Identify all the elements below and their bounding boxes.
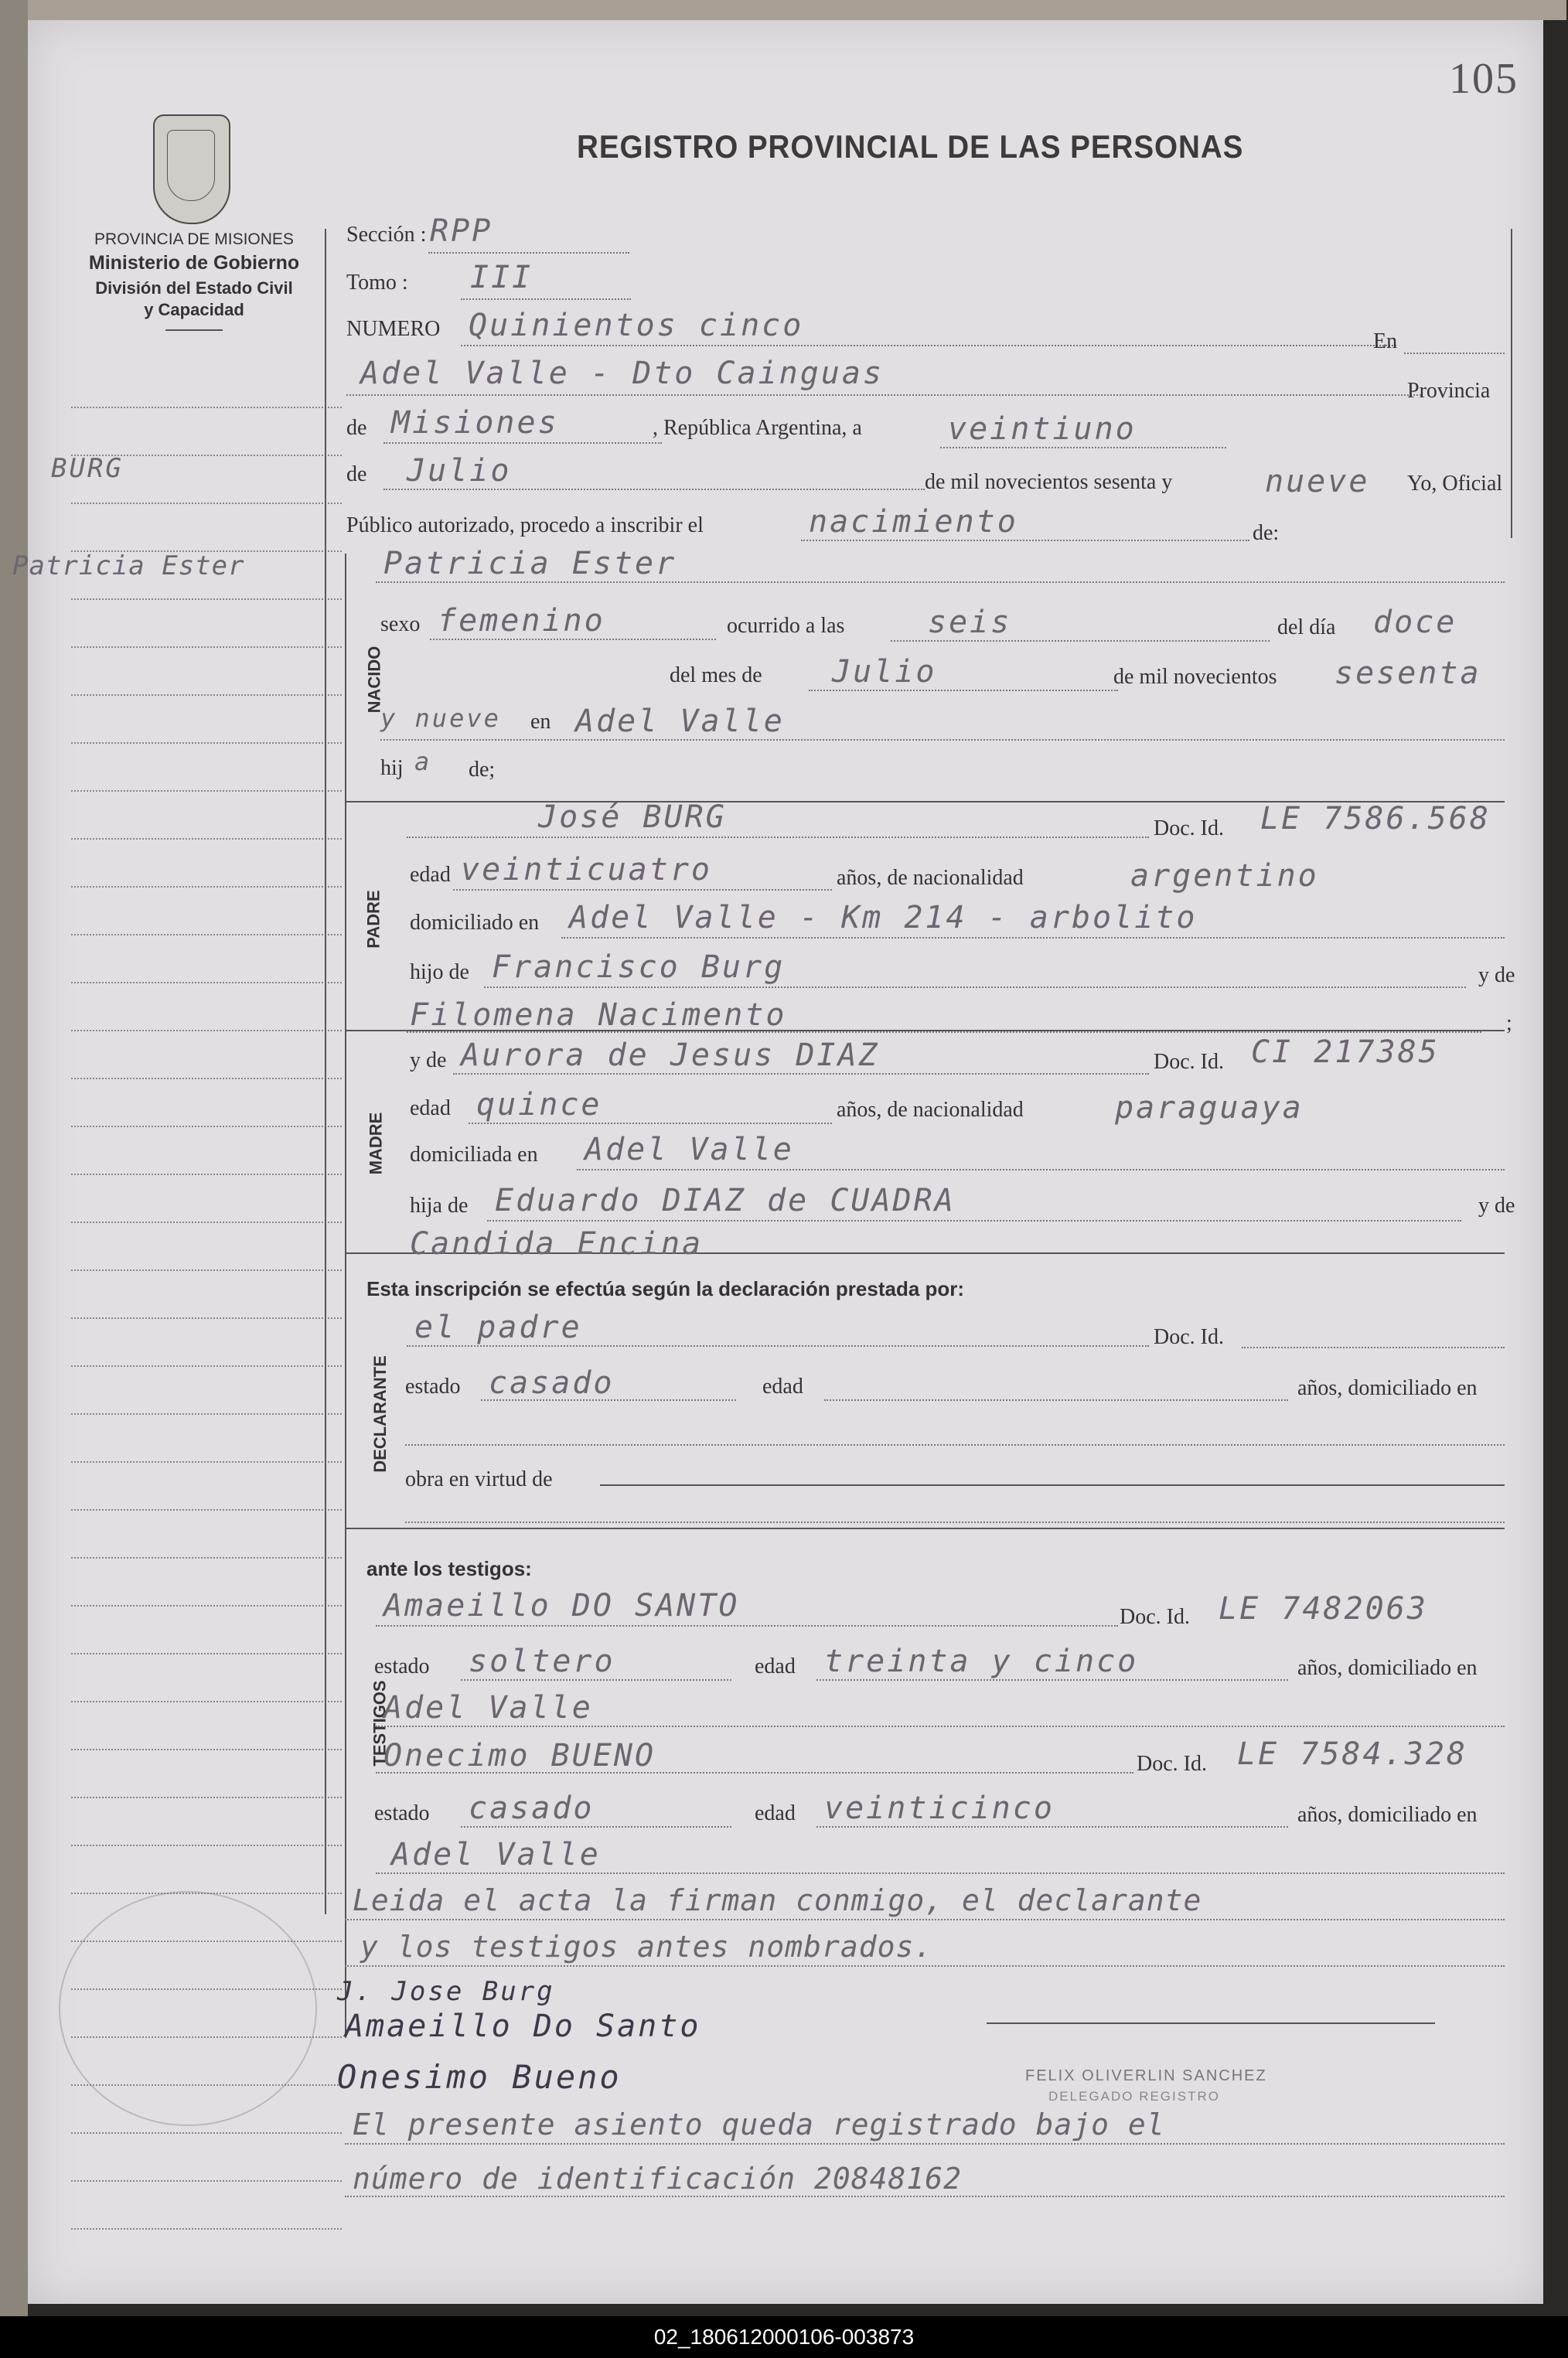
margin-ruling (71, 1317, 342, 1319)
testigo1-anios-label: años, domiciliado en (1297, 1656, 1478, 1680)
margin-ruling (71, 934, 342, 935)
right-frame-rule (1511, 229, 1512, 538)
madre-doc-label: Doc. Id. (1154, 1050, 1224, 1074)
de-semicolon-label: de; (469, 758, 496, 782)
margin-ruling (71, 886, 342, 888)
testigo1-estado-label: estado (374, 1654, 430, 1678)
seccion-label: Sección : (346, 223, 427, 247)
province-seal-icon (153, 114, 230, 224)
declarante-anios-label: años, domiciliado en (1297, 1376, 1478, 1400)
section-declarante: DECLARANTE (370, 1355, 390, 1473)
declarante-edad-label: edad (762, 1375, 803, 1399)
header-underline (165, 329, 223, 331)
margin-ruling (71, 1269, 342, 1271)
margin-ruling (71, 598, 342, 600)
nacido-name: Patricia Ester (383, 546, 677, 581)
section-nacido: NACIDO (364, 646, 384, 714)
republica-label: , República Argentina, a (653, 416, 862, 440)
de-label-1: de (346, 416, 367, 440)
provincia-value: Misiones (391, 405, 559, 441)
declaracion-text: Esta inscripción se efectúa según la declaración prestada por: (366, 1277, 965, 1300)
year-value: nueve (1265, 464, 1370, 499)
padre-nac-label: años, de nacionalidad (837, 866, 1024, 890)
padre-father: Francisco Burg (492, 949, 786, 985)
padre-edad-value: veinticuatro (461, 852, 712, 888)
publico-label: Público autorizado, procedo a inscribir el (346, 513, 704, 537)
margin-ruling (71, 1030, 342, 1031)
madre-nac-label: años, de nacionalidad (837, 1098, 1024, 1122)
testigo2-estado-label: estado (374, 1801, 430, 1825)
madre-y-de-label: y de (410, 1048, 447, 1072)
madre-doc-value: CI 217385 (1251, 1034, 1440, 1070)
padre-edad-label: edad (410, 863, 451, 887)
margin-ruling (71, 1605, 342, 1607)
header-capacidad: y Capacidad (144, 300, 244, 319)
numero-value: Quinientos cinco (469, 308, 804, 343)
margin-ruling (71, 1078, 342, 1079)
page-title: REGISTRO PROVINCIAL DE LAS PERSONAS (577, 128, 1244, 165)
testigo2-doc-value: LE 7584.328 (1237, 1736, 1467, 1772)
testigo2-domicilio: Adel Valle (391, 1837, 601, 1872)
margin-ruling (71, 1845, 342, 1846)
testigos-label: ante los testigos: (366, 1557, 532, 1580)
de-label-2: de (346, 462, 367, 486)
madre-hija-label: hija de (410, 1194, 469, 1218)
signature-padre: J. Jose Burg (337, 1976, 555, 2007)
margin-ruling (71, 646, 342, 648)
register-page (12, 20, 1543, 2304)
margin-ruling (71, 1365, 342, 1367)
hora-value: seis (928, 605, 1012, 640)
signature-testigo1: Amaeillo Do Santo (345, 2009, 701, 2044)
hij-suffix: a (414, 747, 432, 776)
mil-novecientos-label: de mil novecientos sesenta y (925, 470, 1173, 494)
margin-ruling (71, 2228, 342, 2230)
padre-name: José BURG (538, 799, 727, 835)
anio1-value: sesenta (1335, 656, 1481, 691)
testigo2-anios-label: años, domiciliado en (1297, 1803, 1478, 1827)
padre-dom-value: Adel Valle - Km 214 - arbolito (569, 900, 1198, 935)
section-padre: PADRE (363, 890, 383, 949)
madre-dom-value: Adel Valle (585, 1132, 794, 1167)
madre-father: Eduardo DIAZ de CUADRA (495, 1183, 956, 1218)
lugar-value: Adel Valle (575, 704, 785, 739)
testigo2-doc-label: Doc. Id. (1137, 1752, 1207, 1776)
testigo1-doc-value: LE 7482063 (1219, 1591, 1428, 1627)
en-label: En (1373, 329, 1398, 353)
testigo1-edad-label: edad (755, 1654, 796, 1678)
month-value: Julio (407, 453, 512, 489)
separator-testigos (345, 1528, 1505, 1529)
seccion-value: RPP (430, 213, 493, 249)
padre-y-de-label: y de (1478, 963, 1515, 987)
testigo1-domicilio: Adel Valle (383, 1690, 593, 1726)
note-line1: El presente asiento queda registrado bajo el (353, 2108, 1165, 2142)
image-id-footer: 02_180612000106-003873 (0, 2316, 1568, 2358)
page-top-edge (28, 0, 1566, 20)
margin-ruling (71, 790, 342, 792)
page-number: 105 (1449, 55, 1519, 103)
day-value: veintiuno (948, 411, 1137, 447)
dia-value: doce (1373, 605, 1457, 640)
official-name: FELIX OLIVERLIN SANCHEZ (1025, 2067, 1267, 2084)
padre-doc-value: LE 7586.568 (1260, 801, 1491, 837)
madre-nac-value: paraguaya (1115, 1090, 1304, 1126)
margin-ruling (71, 1797, 342, 1798)
sexo-label: sexo (380, 612, 421, 636)
del-dia-label: del día (1277, 615, 1336, 639)
note-line2: número de identificación 20848162 (353, 2162, 962, 2196)
tomo-value: III (470, 260, 533, 295)
margin-ruling (71, 1509, 342, 1511)
official-title: DELEGADO REGISTRO (1048, 2089, 1220, 2104)
header-ministry: Ministerio de Gobierno (88, 252, 300, 274)
closing-line2: y los testigos antes nombrados. (360, 1930, 933, 1964)
declarante-estado-value: casado (489, 1365, 615, 1401)
en-label-nacido: en (530, 710, 551, 734)
declarante-doc-label: Doc. Id. (1154, 1325, 1224, 1349)
madre-y-de2-label: y de (1478, 1194, 1515, 1218)
testigo1-name: Amaeillo DO SANTO (383, 1588, 740, 1624)
margin-given-names: Patricia Ester (12, 550, 245, 581)
mes-label: del mes de (670, 663, 762, 687)
header-division: División del Estado Civil (95, 278, 293, 298)
hij-label: hij (380, 756, 404, 780)
testigo2-name: Onecimo BUENO (383, 1738, 656, 1774)
madre-dom-label: domiciliada en (410, 1143, 538, 1167)
testigo2-edad-value: veinticinco (824, 1791, 1055, 1826)
obra-label: obra en virtud de (405, 1467, 553, 1491)
padre-hijo-label: hijo de (410, 960, 469, 984)
signature-testigo2: Onesimo Bueno (337, 2058, 622, 2096)
margin-ruling (71, 982, 342, 983)
margin-ruling (71, 1461, 342, 1463)
padre-nac-value: argentino (1130, 858, 1319, 894)
acto-value: nacimiento (809, 504, 1018, 540)
anio2-value: y nueve (380, 704, 501, 733)
oficial-label: Yo, Oficial (1407, 472, 1503, 496)
madre-edad-value: quince (476, 1087, 602, 1123)
margin-ruling (71, 1174, 342, 1175)
margin-surname: BURG (51, 453, 124, 484)
margin-ruling (71, 1126, 342, 1127)
margin-ruling (71, 2132, 342, 2134)
madre-mother: Candida Encina (410, 1226, 704, 1262)
margin-ruling (71, 2180, 342, 2182)
margin-ruling (71, 694, 342, 696)
testigo1-estado-value: soltero (469, 1644, 615, 1679)
ocurrido-label: ocurrido a las (727, 614, 845, 638)
margin-ruling (71, 1557, 342, 1559)
de-colon-label: de: (1253, 521, 1280, 545)
inner-frame-rule (345, 554, 346, 2038)
padre-dom-label: domiciliado en (410, 911, 540, 935)
testigo2-estado-value: casado (469, 1791, 595, 1826)
testigo1-edad-value: treinta y cinco (824, 1644, 1139, 1679)
margin-ruling (71, 742, 342, 744)
book-spine (0, 0, 28, 2319)
declarante-estado-label: estado (405, 1375, 461, 1399)
margin-ruling (71, 1749, 342, 1750)
padre-semicolon: ; (1506, 1011, 1512, 1035)
padre-doc-label: Doc. Id. (1154, 816, 1224, 840)
testigo1-doc-label: Doc. Id. (1120, 1605, 1190, 1629)
margin-ruling (71, 838, 342, 840)
left-frame-rule (325, 229, 326, 1914)
madre-name: Aurora de Jesus DIAZ (461, 1038, 880, 1073)
padre-mother: Filomena Nacimento (410, 997, 787, 1033)
margin-ruling (71, 1222, 342, 1223)
place-value: Adel Valle - Dto Cainguas (360, 356, 885, 391)
margin-ruling (71, 407, 342, 408)
closing-line1: Leida el acta la firman conmigo, el declarante (353, 1883, 1202, 1917)
section-testigos: TESTIGOS (370, 1680, 390, 1767)
declarante-name: el padre (414, 1310, 582, 1345)
section-madre: MADRE (366, 1112, 386, 1175)
margin-ruling (71, 1701, 342, 1702)
faded-stamp (59, 1891, 317, 2126)
mes-value: Julio (832, 654, 937, 690)
header-province: PROVINCIA DE MISIONES (94, 230, 294, 248)
tomo-label: Tomo : (346, 271, 408, 295)
margin-ruling (71, 1413, 342, 1415)
margin-ruling (71, 503, 342, 504)
testigo2-edad-label: edad (755, 1801, 796, 1825)
numero-label: NUMERO (346, 317, 441, 341)
mil-label: de mil novecientos (1113, 665, 1277, 689)
sexo-value: femenino (438, 603, 605, 639)
provincia-label: Provincia (1407, 379, 1491, 403)
madre-edad-label: edad (410, 1096, 451, 1120)
margin-ruling (71, 1653, 342, 1654)
